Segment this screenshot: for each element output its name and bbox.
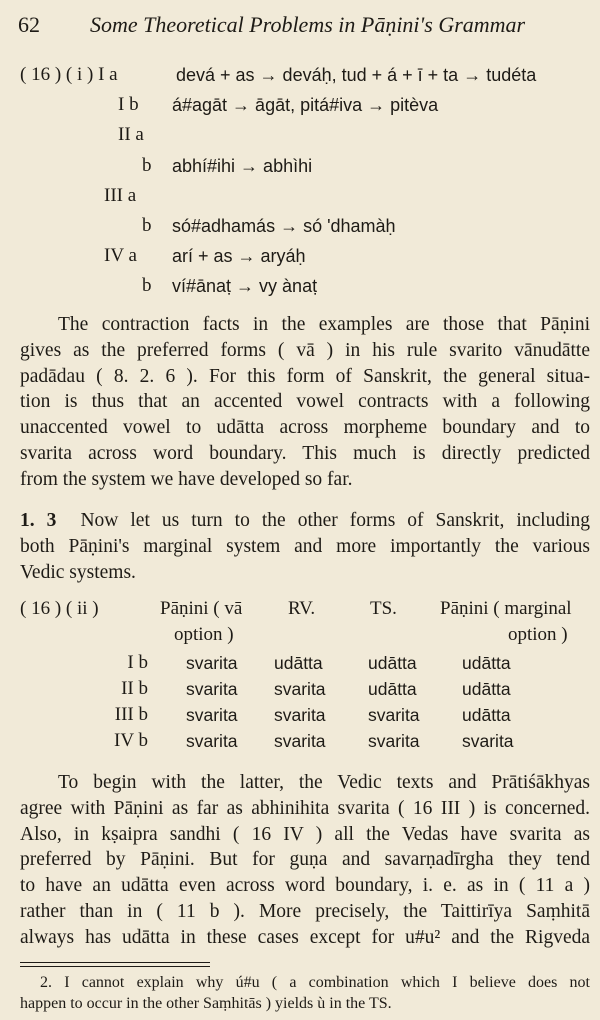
table-label: ( 16 ) ( ii ) xyxy=(20,598,99,619)
example-label: b xyxy=(142,215,152,236)
example-form: á#agāt → āgāt, pitá#iva → pitèva xyxy=(172,95,439,115)
text-line: Also, in kṣaipra sandhi ( 16 IV ) all the Vedas have svarita as xyxy=(20,823,590,845)
text-line: preferred by Pāṇini. But for guṇa and savarṇadīrgha they tend xyxy=(20,849,590,871)
running-title: Some Theoretical Problems in Pāṇini's Grammar xyxy=(90,12,526,37)
table-cell: svarita xyxy=(368,705,420,725)
table-cell: udātta xyxy=(462,705,511,725)
table-row-label: III b xyxy=(114,704,148,725)
example-form: abhí#ihi → abhìhi xyxy=(172,156,313,176)
table-cell: svarita xyxy=(274,731,326,751)
text-line: from the system we have developed so far. xyxy=(20,468,353,490)
table-row-label: II b xyxy=(121,678,148,699)
text-line: agree with Pāṇini as far as abhinihita svarita ( 16 III ) is concerned. xyxy=(20,797,590,819)
example-label: ( 16 ) ( i ) I a xyxy=(20,64,118,85)
table-header: Pāṇini ( vā xyxy=(160,598,243,619)
footnote xyxy=(20,972,590,1014)
table-cell: svarita xyxy=(186,679,238,699)
text-line: svarita across word boundary. This much is directly predicted xyxy=(20,442,590,464)
section-number: 1. 3 xyxy=(20,510,57,531)
example-label: b xyxy=(142,275,152,296)
table-cell: svarita xyxy=(274,679,326,699)
table-header: option ) xyxy=(508,624,568,645)
table-cell: udātta xyxy=(462,653,511,673)
table-header: Pāṇini ( marginal xyxy=(440,598,572,619)
table-row-label: I b xyxy=(127,652,148,673)
table-header: RV. xyxy=(288,598,316,619)
table-row-label: IV b xyxy=(114,730,148,751)
text-line: tion is thus that an accented vowel contracts with a following xyxy=(20,391,590,413)
text-line: Vedic systems. xyxy=(20,561,136,583)
footnote-rule xyxy=(20,962,210,963)
table-cell: svarita xyxy=(462,731,514,751)
page-number: 62 xyxy=(18,12,40,37)
example-form: ví#ānaṭ → vy ànaṭ xyxy=(172,276,318,296)
table-cell: udātta xyxy=(368,653,417,673)
example-form: devá + as → deváḥ, tud + á + ī + ta → tudéta xyxy=(176,65,537,85)
text-line: rather than in ( 11 b ). More precisely, the Taittirīya Saṃhitā xyxy=(20,900,590,922)
text-line: gives as the preferred forms ( vā ) in his rule svarito vānudātte xyxy=(20,339,590,361)
table-cell: udātta xyxy=(274,653,323,673)
table-cell: svarita xyxy=(186,653,238,673)
table-cell: svarita xyxy=(186,705,238,725)
paragraph-vedic-texts xyxy=(20,770,590,951)
example-form: só#adhamás → só 'dhamàḥ xyxy=(172,216,396,236)
table-cell: svarita xyxy=(368,731,420,751)
text-line: both Pāṇini's marginal system and more importantly the various xyxy=(20,535,590,557)
table-cell: udātta xyxy=(368,679,417,699)
text-line: to have an udātta even across word boundary, i. e. as in ( 11 a ) xyxy=(20,875,590,897)
text-line: The contraction facts in the examples are those that Pāṇini xyxy=(58,314,590,335)
text-line: always has udātta in these cases except for u#u² and the Rigveda xyxy=(20,926,590,948)
example-block xyxy=(0,0,600,300)
table-cell: svarita xyxy=(186,731,238,751)
paragraph-contraction-facts xyxy=(20,312,590,493)
footnote-line: happen to occur in the other Saṃhitās ) yields ù in the TS. xyxy=(20,995,392,1012)
text-line: To begin with the latter, the Vedic texts and Prātiśākhyas xyxy=(58,772,590,793)
section-1-3 xyxy=(20,508,590,585)
table-header: option ) xyxy=(174,624,234,645)
example-label: IV a xyxy=(104,245,137,266)
section-first-line: Now let us turn to the other forms of Sanskrit, including xyxy=(80,510,590,531)
table-cell: svarita xyxy=(274,705,326,725)
footnote-rule xyxy=(20,966,210,967)
table-cell: udātta xyxy=(462,679,511,699)
example-label: II a xyxy=(118,124,144,145)
footnote-line: 2. I cannot explain why ú#u ( a combination which I believe does not xyxy=(40,974,590,991)
example-label: b xyxy=(142,155,152,176)
example-form: arí + as → aryáḥ xyxy=(172,246,306,266)
example-label: III a xyxy=(104,185,137,206)
table-header: TS. xyxy=(370,598,397,619)
example-label: I b xyxy=(118,94,139,115)
text-line xyxy=(20,508,590,534)
text-line: padādau ( 8. 2. 6 ). For this form of Sanskrit, the general situa- xyxy=(20,365,590,387)
text-line: unaccented vowel to udātta across morpheme boundary and to xyxy=(20,417,590,439)
